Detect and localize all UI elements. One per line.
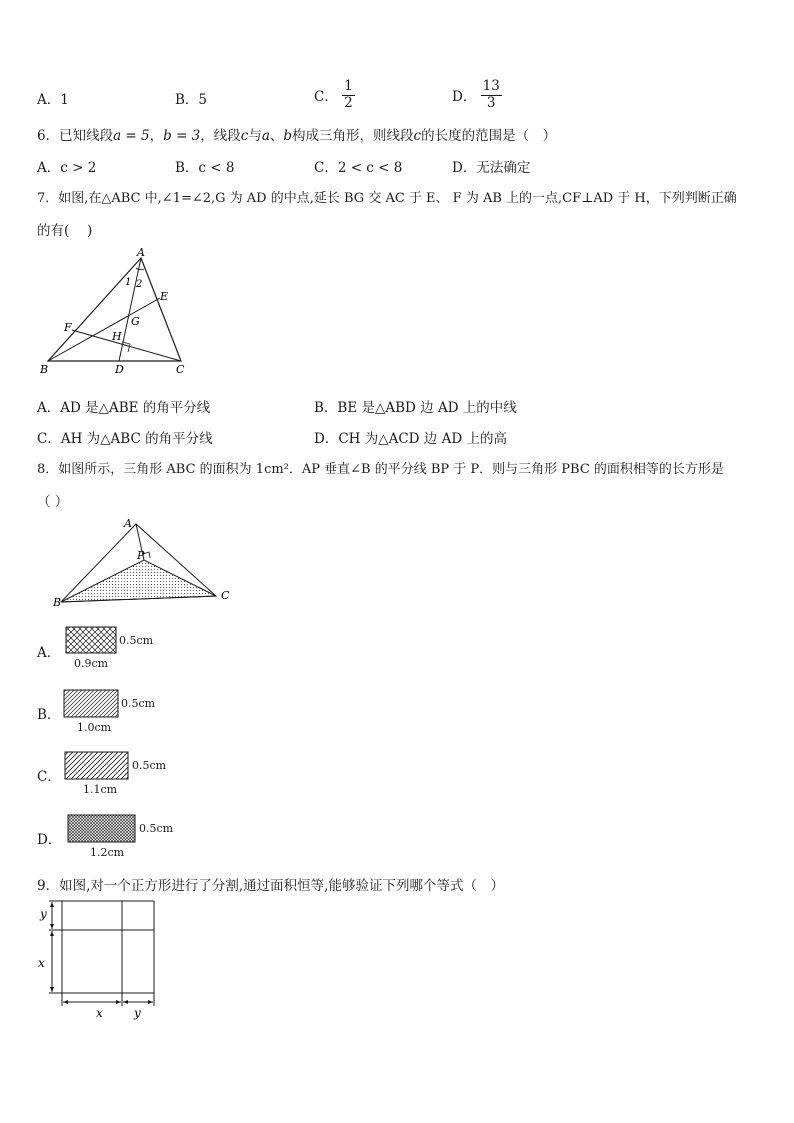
label-d: D <box>115 363 124 376</box>
q6-text-5: 构成三角形，则线段 <box>292 128 414 144</box>
q8-stem-line1: 8．如图所示，三角形 ABC 的面积为 1cm²．AP 垂直∠B 的平分线 BP 于 P．则与三角形 PBC 的面积相等的长方形是 <box>37 462 724 477</box>
q8-option-b-rect <box>63 689 119 718</box>
label-y-left: y <box>40 907 47 921</box>
q7-option-a: A．AD 是△ABE 的角平分线 <box>37 400 211 416</box>
q8-option-b-height: 0.5cm <box>121 697 156 710</box>
q5-option-c-prefix: C． <box>314 89 338 106</box>
q6-text-1: 6．已知线段 <box>37 128 114 144</box>
q6-text-2: ，线段 <box>200 128 241 144</box>
q8-option-d-height: 0.5cm <box>139 822 174 835</box>
q5-option-d-prefix: D． <box>452 89 477 106</box>
q8-option-d-width: 1.2cm <box>90 846 125 859</box>
segment-cf <box>72 330 181 361</box>
label-a: A <box>124 517 132 530</box>
q5-option-c <box>314 79 355 111</box>
q7-stem-line2: 的有( ) <box>37 223 93 239</box>
q8-option-c-letter: C． <box>37 769 61 785</box>
q6-option-a: A．c > 2 <box>37 160 97 176</box>
q8-option-d-letter: D． <box>37 832 62 848</box>
q5-option-d-fraction <box>481 79 502 111</box>
q6-option-c: C．2 < c < 8 <box>314 160 403 176</box>
fraction-numerator: 1 <box>344 78 353 94</box>
label-g: G <box>131 315 140 328</box>
q8-option-d-rect <box>67 814 137 843</box>
q6-var-a: a <box>261 128 270 144</box>
angle-arc <box>136 268 144 270</box>
q6-separator: ， <box>149 128 164 144</box>
q5-option-c-fraction <box>342 79 355 111</box>
label-a: A <box>137 246 145 259</box>
q7-option-c: C．AH 为△ABC 的角平分线 <box>37 431 213 447</box>
label-angle-2: 2 <box>136 279 143 290</box>
label-c: C <box>221 589 230 602</box>
fraction-denominator: 2 <box>344 94 353 111</box>
q6-text-4: 、 <box>269 128 284 144</box>
label-e: E <box>160 290 169 303</box>
label-b: B <box>40 363 49 376</box>
q6-a-value: a = 5 <box>113 128 150 144</box>
q8-option-b-width: 1.0cm <box>77 721 112 734</box>
label-x-left: x <box>38 956 45 970</box>
q5-option-a: A．1 <box>37 92 69 108</box>
q6-option-d: D．无法确定 <box>452 160 531 176</box>
label-b: B <box>53 596 62 609</box>
q6-option-b: B．c < 8 <box>175 160 235 176</box>
q8-option-a-height: 0.5cm <box>119 634 154 647</box>
q8-option-c-rect <box>64 751 130 780</box>
label-p: P <box>137 549 145 562</box>
square <box>62 901 154 993</box>
q8-option-c-height: 0.5cm <box>132 759 167 772</box>
q8-figure <box>48 514 238 610</box>
shaded-triangle-pbc <box>61 560 216 602</box>
q6-stem <box>37 124 556 144</box>
q5-option-b: B．5 <box>175 92 208 108</box>
label-y-bottom: y <box>134 1006 141 1020</box>
triangle-abc <box>48 258 181 361</box>
label-x-bottom: x <box>96 1006 103 1020</box>
q6-var-c: c <box>240 128 249 144</box>
q8-option-a-width: 0.9cm <box>74 657 109 670</box>
q6-var-c2: c <box>413 128 422 144</box>
q6-b-value: b = 3 <box>163 128 201 144</box>
q9-stem: 9．如图,对一个正方形进行了分割,通过面积恒等,能够验证下列哪个等式（ ） <box>37 878 504 894</box>
fraction-denominator: 3 <box>486 94 496 111</box>
q8-option-a-letter: A． <box>37 645 61 661</box>
label-angle-1: 1 <box>125 277 132 288</box>
q5-option-d <box>452 79 502 111</box>
q8-option-c-width: 1.1cm <box>83 783 118 796</box>
q7-option-d: D．CH 为△ACD 边 AD 上的高 <box>314 431 507 447</box>
fraction-numerator: 13 <box>482 78 500 94</box>
label-f: F <box>64 321 72 334</box>
q8-option-a-rect <box>65 626 117 654</box>
q6-text-3: 与 <box>248 128 262 144</box>
label-c: C <box>176 363 185 376</box>
q9-figure <box>34 896 162 1020</box>
q6-text-6: 的长度的范围是（ ） <box>421 128 557 144</box>
q8-stem-line2: （ ） <box>37 494 69 510</box>
q8-option-b-letter: B． <box>37 707 61 723</box>
q7-option-b: B．BE 是△ABD 边 AD 上的中线 <box>314 400 517 416</box>
q6-var-b: b <box>283 128 293 144</box>
label-h: H <box>112 330 122 343</box>
q7-stem-line1: 7．如图,在△ABC 中,∠1=∠2,G 为 AD 的中点,延长 BG 交 AC 于 E、 F 为 AB 上的一点,CF⊥AD 于 H，下列判断正确 <box>37 191 737 206</box>
q7-figure <box>36 244 196 378</box>
